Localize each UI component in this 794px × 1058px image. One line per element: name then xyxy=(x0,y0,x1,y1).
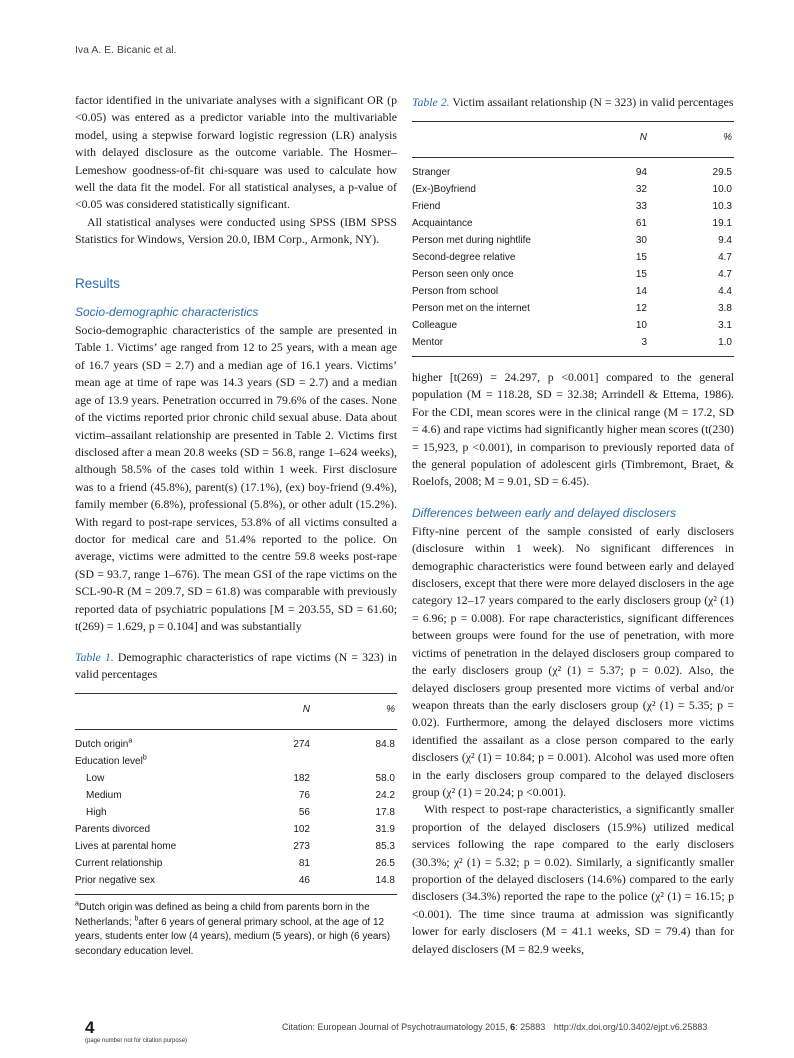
row-n: 3 xyxy=(577,335,647,357)
row-label-text: Low xyxy=(86,773,105,785)
paragraph: factor identified in the univariate analyses with a significant OR (p <0.05) was entered as a predictor variable into the multivariable model, using a stepwise forward logistic regression (LR) analysis with delayed disclosure as the outcome variable. The Hosmer–Lemeshow goodness-of-fit chi-square was used to calculate how well the data fit the model. For all statistical analyses, a p-value of <0.05 was considered statistically significant. xyxy=(75,93,397,212)
footnote-mark: a xyxy=(128,738,133,746)
row-n: 14 xyxy=(635,286,647,297)
row-label xyxy=(412,301,577,318)
row-label-text: Person met during nightlife xyxy=(412,235,531,246)
row-label-text: Acquaintance xyxy=(412,218,473,229)
row-label-text: Education level xyxy=(75,756,143,768)
row-pct: 26.5 xyxy=(375,858,395,870)
row-label-text: Friend xyxy=(412,201,441,212)
row-n: 274 xyxy=(293,739,310,751)
table-row xyxy=(412,318,734,335)
row-pct: 17.8 xyxy=(375,807,395,819)
table-row xyxy=(412,267,734,284)
table1-caption xyxy=(75,649,397,683)
header-cell-pct: % xyxy=(310,694,397,730)
row-label xyxy=(75,730,240,754)
citation-text: Citation: European Journal of Psychotraumatology 2015, xyxy=(282,1022,508,1032)
row-pct: 1.0 xyxy=(647,335,734,357)
row-n: 32 xyxy=(635,184,647,195)
row-label xyxy=(412,158,577,182)
table-row xyxy=(75,822,397,839)
row-label xyxy=(75,754,240,771)
row-label xyxy=(412,199,577,216)
subheading-socio-demographic: Socio-demographic characteristics xyxy=(75,305,259,320)
row-pct: 14.8 xyxy=(310,873,397,895)
row-label xyxy=(412,233,577,250)
table-row xyxy=(75,771,397,788)
row-label xyxy=(412,216,577,233)
table1 xyxy=(75,693,397,895)
row-pct: 4.4 xyxy=(718,286,732,297)
footnote-a-text: Dutch origin was defined as being a child from parents born in the Netherlands; xyxy=(75,902,370,928)
row-pct: 19.1 xyxy=(712,218,732,229)
table2-label: Table 2. xyxy=(412,95,450,109)
row-label xyxy=(412,335,577,357)
paragraph: All statistical analyses were conducted using SPSS (IBM SPSS Statistics for Windows, Version 20.0, IBM Corp., Armonk, NY). xyxy=(75,214,397,247)
table1-label: Table 1. xyxy=(75,650,114,665)
table-row xyxy=(75,788,397,805)
row-pct: 29.5 xyxy=(712,167,732,178)
paragraph: Socio-demographic characteristics of the sample are presented in Table 1. Victims’ age ranged from 12 to 25 years, with a mean age of 16.7 years (SD = 2.7) and a median age of 16.1 years. Victims’ mean age at time of rape was 14.3 years (SD = 2.7) and a median age of 13.9 years. Penetration occurred in 79.6% of the cases. None of the victims reported prior chronic child sexual abuse. Data about victim–assailant relationship are presented in Table 2. Victims first disclosed after a mean 20.8 weeks (SD = 56.8, range 1–624 weeks), although 58.5% of the cases told within 1 week. First disclosure was to a friend (45.8%), parent(s) (17.1%), (ex) boy-friend (9.4%), family member (6.8%), professional (5.8%), or other adult (15.2%). With regard to post-rape services, 53.8% of all victims consulted a doctor for medical care and 51.4% reported to the police. On average, victims were admitted to the centre 59.8 weeks post-rape (SD = 93.7, range 1–676). The mean GSI of the rape victims on the SCL-90-R (M = 209.7, SD = 61.8) was comparable with previously reported data of psychiatric populations [M = 203.55, SD = 61.60; t(269) = 1.629, p = 0.104] and was substantially xyxy=(75,323,397,633)
row-n: 273 xyxy=(293,841,310,853)
table-row xyxy=(412,301,734,318)
row-pct: 84.8 xyxy=(375,739,395,751)
table-row xyxy=(75,805,397,822)
row-label xyxy=(75,771,240,788)
table-row xyxy=(75,839,397,856)
row-label-text: Stranger xyxy=(412,167,451,178)
row-n: 10 xyxy=(635,320,647,331)
table2-caption xyxy=(412,94,734,111)
header-cell-label xyxy=(75,694,240,730)
page-number-note: (page number not for citation purpose) xyxy=(85,1038,188,1044)
row-label xyxy=(75,805,240,822)
row-pct: 4.7 xyxy=(718,252,732,263)
left-column xyxy=(75,92,397,959)
row-label-text: Lives at parental home xyxy=(75,841,177,853)
row-pct: 24.2 xyxy=(375,790,395,802)
table-header-row xyxy=(75,694,397,730)
row-label xyxy=(75,873,240,895)
citation-article: : 25883 xyxy=(515,1022,546,1032)
row-pct: 9.4 xyxy=(718,235,732,246)
running-header: Iva A. E. Bicanic et al. xyxy=(75,44,177,56)
row-label-text: Current relationship xyxy=(75,858,163,870)
table-row xyxy=(75,856,397,873)
paragraph: Fifty-nine percent of the sample consisted of early disclosers (disclosure within 1 week). No significant differences in demographic characteristics were found between early and delayed disclosers, except that there were more delayed disclosers in the age category 12–17 years compared to the early disclosers group (χ² (1) = 6.96; p = 0.008). For rape characteristics, significant differences between groups were found for the use of penetration, with more victims of penetration in the delayed disclosers group compared to the early disclosers group (χ² (1) = 5.37; p = 0.02). Also, the delayed disclosers group presented more victims of verbal and/or weapon threats than the early disclosers group (χ² (1) = 5.35; p = 0.02). Furthermore, among the delayed disclosers more victims identified the assailant as a close person compared to the early disclosers (χ² (1) = 10.84; p = 0.001). Alcohol was used more often in the early disclosers group compared to the delayed disclosers group (χ² (1) = 20.24; p <0.001). xyxy=(412,523,734,799)
row-n: 33 xyxy=(635,201,647,212)
subheading-differences: Differences between early and delayed disclosers xyxy=(412,505,677,520)
row-label-text: Colleague xyxy=(412,320,458,331)
footnote-mark: a xyxy=(75,901,79,909)
row-n: 182 xyxy=(293,773,310,785)
row-pct: 3.1 xyxy=(718,320,732,331)
table-row xyxy=(412,182,734,199)
footnote-b-text: after 6 years of general primary school, at the age of 12 years, students enter low (4 years), medium (5 years), or high (6 years) secondary education level. xyxy=(75,916,391,957)
table-row xyxy=(75,873,397,895)
row-n: 102 xyxy=(293,824,310,836)
row-label xyxy=(75,822,240,839)
row-n: 12 xyxy=(635,303,647,314)
row-label xyxy=(75,788,240,805)
table-row xyxy=(412,158,734,182)
results-heading: Results xyxy=(75,275,121,291)
table-row xyxy=(412,250,734,267)
header-cell-label xyxy=(412,122,577,158)
footnote-mark: b xyxy=(142,755,147,763)
doi-link[interactable]: http://dx.doi.org/10.3402/ejpt.v6.25883 xyxy=(553,1022,708,1032)
citation xyxy=(282,1022,707,1032)
table1-caption-text: Demographic characteristics of rape victims (N = 323) in valid percentages xyxy=(75,650,397,682)
row-label-text: Prior negative sex xyxy=(75,875,156,887)
row-label-text: High xyxy=(86,807,107,819)
row-label xyxy=(412,250,577,267)
row-label-text: Dutch origin xyxy=(75,739,129,751)
header-cell-n: N xyxy=(240,694,310,730)
row-pct: 58.0 xyxy=(375,773,395,785)
row-label-text: Second-degree relative xyxy=(412,252,516,263)
row-label xyxy=(412,267,577,284)
table-header-row xyxy=(412,122,734,158)
row-pct: 10.3 xyxy=(712,201,732,212)
row-label-text: Person met on the internet xyxy=(412,303,530,314)
row-n: 30 xyxy=(635,235,647,246)
citation-volume: 6 xyxy=(510,1022,516,1032)
row-pct: 31.9 xyxy=(375,824,395,836)
row-label xyxy=(412,284,577,301)
header-cell-n: N xyxy=(577,122,647,158)
row-label-text: Mentor xyxy=(412,337,444,348)
row-n: 46 xyxy=(240,873,310,895)
header-cell-pct: % xyxy=(647,122,734,158)
row-n: 81 xyxy=(298,858,310,870)
page-number: 4 xyxy=(85,1018,95,1037)
row-pct xyxy=(310,754,397,771)
row-pct: 4.7 xyxy=(718,269,732,280)
table2 xyxy=(412,121,734,357)
row-n: 94 xyxy=(635,167,647,178)
table-row xyxy=(412,335,734,357)
table-row xyxy=(412,233,734,250)
row-n xyxy=(240,754,310,771)
row-pct: 10.0 xyxy=(712,184,732,195)
row-label-text: Parents divorced xyxy=(75,824,151,836)
row-pct: 3.8 xyxy=(718,303,732,314)
table-row xyxy=(412,284,734,301)
row-n: 15 xyxy=(635,269,647,280)
paragraph: With respect to post-rape characteristics, a significantly smaller proportion of the delayed disclosers (15.9%) utilized medical services following the rape compared to the early disclosers (30.3%; χ² (1) = 5.32; p = 0.02). Similarly, a significantly smaller proportion of the delayed disclosers (14.6%) compared to the early disclosers (34.3%) reported the rape to the police (χ² (1) = 16.15; p <0.001). The time since trauma at admission was significantly lower for early disclosers (M = 41.1 weeks, SD = 79.4) than for delayed disclosers (M = 82.9 weeks, xyxy=(412,802,734,956)
table1-footnote xyxy=(75,901,397,959)
paragraph: higher [t(269) = 24.297, p <0.001] compared to the general population (M = 118.28, SD = 32.38; Arrindell & Ettema, 1986). For the CDI, mean scores were in the clinical range (M = 17.2, SD = 4.6) and rape victims had significantly higher mean scores (t(230) = 15,923, p <0.001), in comparison to previously reported data of the general population of adolescent girls (Timbremont, Braet, & Roelofs, 2008; M = 9.01, SD = 6.45). xyxy=(412,370,734,489)
row-label-text: (Ex-)Boyfriend xyxy=(412,184,476,195)
table-row xyxy=(75,754,397,771)
row-label xyxy=(75,839,240,856)
row-label xyxy=(75,856,240,873)
row-n: 15 xyxy=(635,252,647,263)
row-label-text: Person from school xyxy=(412,286,499,297)
table2-caption-text: Victim assailant relationship (N = 323) in valid percentages xyxy=(452,95,734,109)
footnote-mark: b xyxy=(134,915,139,923)
row-label-text: Person seen only once xyxy=(412,269,514,280)
row-n: 61 xyxy=(635,218,647,229)
right-column xyxy=(412,94,734,958)
table-row xyxy=(412,216,734,233)
table-row xyxy=(412,199,734,216)
row-label xyxy=(412,318,577,335)
row-label xyxy=(412,182,577,199)
table-row xyxy=(75,730,397,754)
row-label-text: Medium xyxy=(86,790,122,802)
row-n: 56 xyxy=(298,807,310,819)
row-pct: 85.3 xyxy=(375,841,395,853)
row-n: 76 xyxy=(298,790,310,802)
